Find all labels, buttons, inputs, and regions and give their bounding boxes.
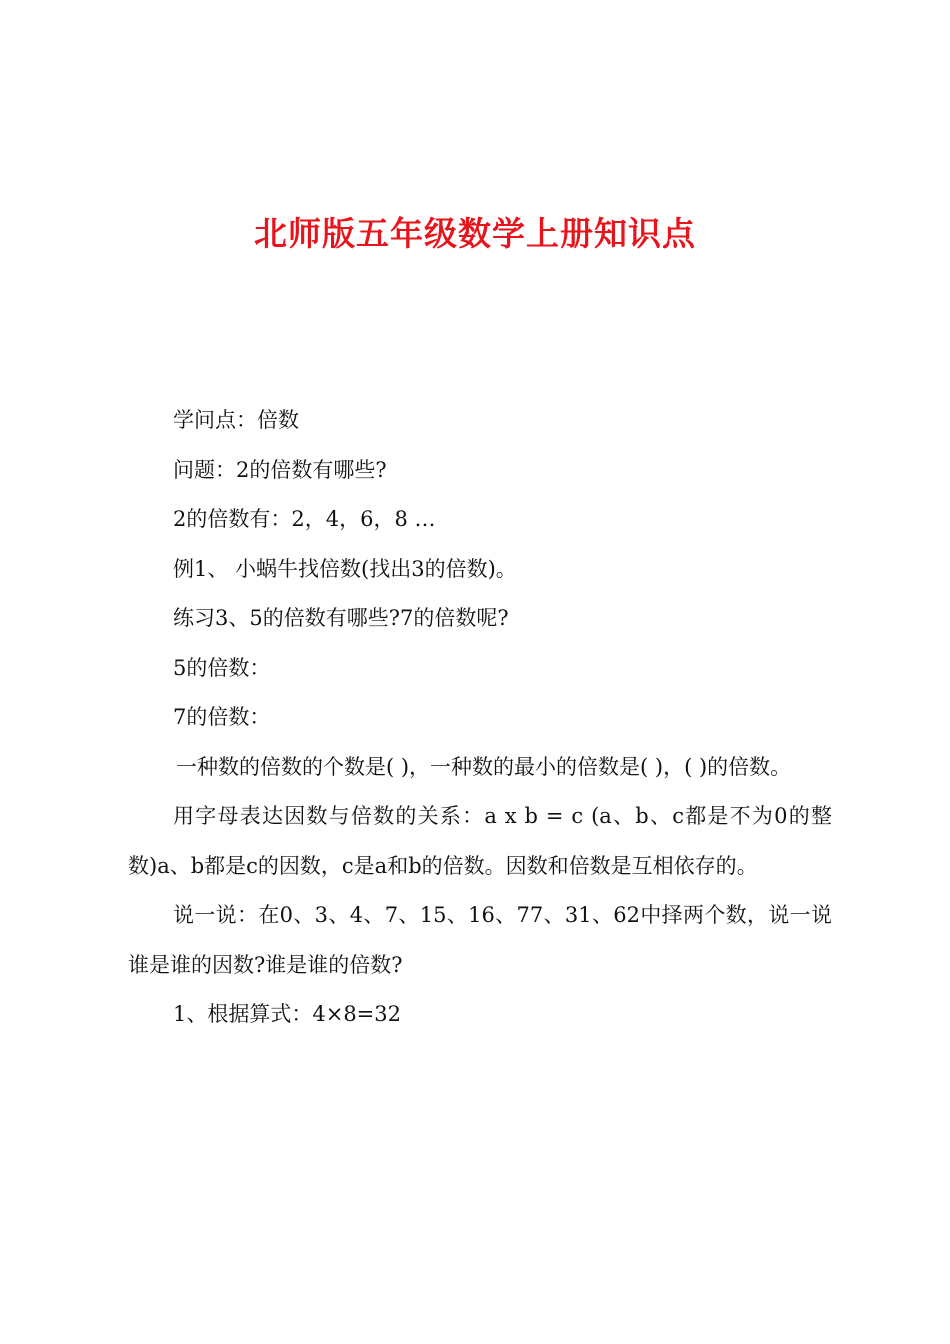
- document-body: [128, 396, 832, 1040]
- paragraph-equation: 1、根据算式：4×8=32: [173, 1002, 401, 1026]
- document-title: 北师版五年级数学上册知识点: [254, 214, 696, 253]
- paragraph-count-of-multiples: 一种数的倍数的个数是( )，一种数的最小的倍数是( )，( )的倍数。: [176, 754, 792, 779]
- paragraph-exercise-3: 练习3、5的倍数有哪些?7的倍数呢?: [173, 606, 509, 630]
- paragraph-question: 问题：2的倍数有哪些?: [173, 457, 387, 482]
- paragraph-discussion: 说一说：在0、3、4、7、15、16、77、31、62中择两个数，说一说谁是谁的因数?谁是谁的倍数?: [128, 903, 832, 977]
- paragraph-multiples-of-2: 2的倍数有：2，4，6，8 …: [173, 507, 436, 531]
- paragraph-example-1: 例1、 小蜗牛找倍数(找出3的倍数)。: [173, 556, 517, 581]
- paragraph-multiples-of-7: 7的倍数：: [173, 705, 271, 729]
- paragraph-factor-relation: 用字母表达因数与倍数的关系：a x b = c (a、b、c都是不为0的整数)a、b都是c的因数，c是a和b的倍数。因数和倍数是互相依存的。: [128, 804, 832, 878]
- paragraph-multiples-of-5: 5的倍数：: [173, 655, 271, 680]
- paragraph-knowledge-point: 学问点：倍数: [173, 408, 299, 432]
